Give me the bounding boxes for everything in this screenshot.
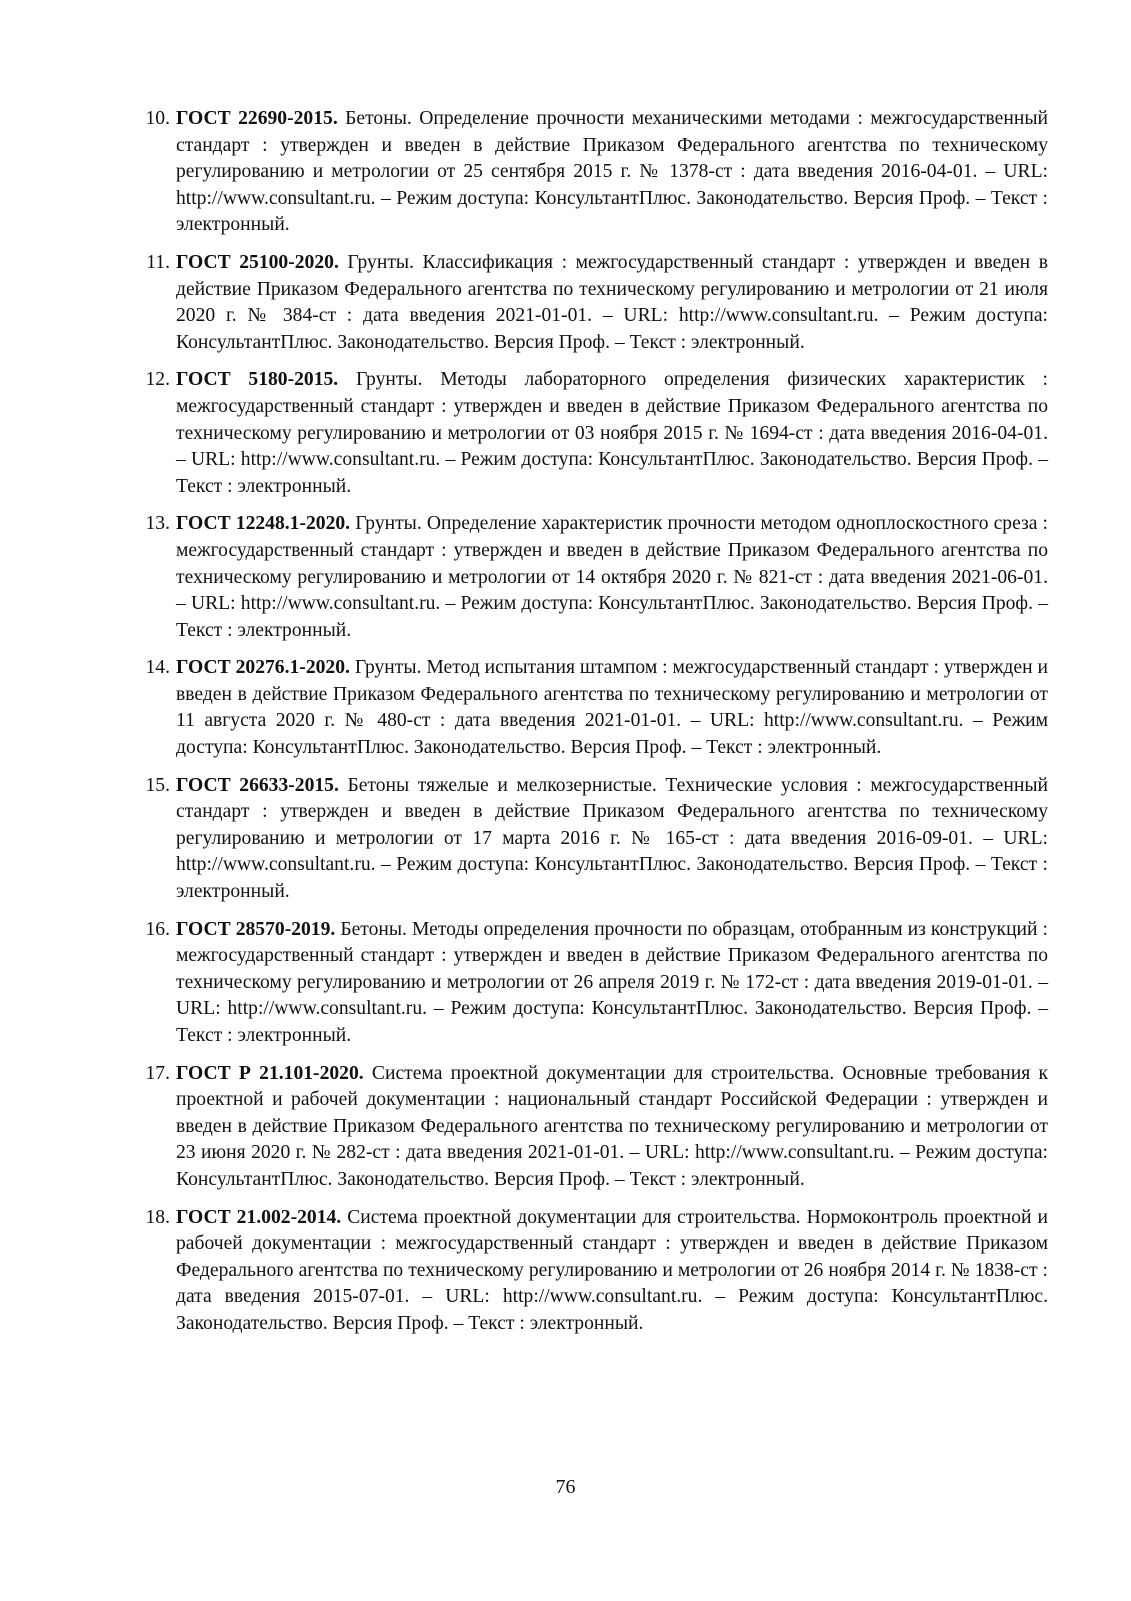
reference-title: ГОСТ 25100-2020. (176, 251, 339, 273)
reference-item (136, 250, 1048, 356)
reference-number: 16. (145, 918, 170, 940)
reference-title: ГОСТ 5180-2015. (176, 369, 339, 391)
reference-text: Бетоны тяжелые и мелкозернистые. Технические условия : межгосударственный стандарт : утвержден и введен в действие Приказом Федерального агентства по техническому регулированию и метрологии от 17 марта 2016 г. № 165-ст : дата введения 2016-09-01. – URL: http://www.consultant.ru. – Режим доступа: КонсультантПлюс. Законодательство. Версия Проф. – Текст : электронный. (176, 774, 1048, 903)
reference-title: ГОСТ 22690-2015. (176, 108, 338, 129)
reference-list (136, 106, 1048, 1349)
reference-title: ГОСТ 26633-2015. (176, 774, 339, 796)
reference-text: Грунты. Методы лабораторного определения физических характеристик : межгосударственный стандарт : утвержден и введен в действие Приказом Федерального агентства по техническому регулированию и метрологии от 03 ноября 2015 г. № 1694-ст : дата введения 2016-04-01. – URL: http://www.consultant.ru. – Режим доступа: КонсультантПлюс. Законодательство. Версия Проф. – Текст : электронный. (176, 369, 1048, 497)
reference-number: 13. (145, 513, 170, 535)
reference-number: 10. (145, 108, 170, 129)
reference-item (136, 773, 1048, 906)
reference-title: ГОСТ 12248.1-2020. (176, 513, 351, 535)
reference-text: Система проектной документации для строительства. Нормоконтроль проектной и рабочей документации : межгосударственный стандарт : утвержден и введен в действие Приказом Федерального агентства по техническому регулированию и метрологии от 26 ноября 2014 г. № 1838-ст : дата введения 2015-07-01. – URL: http://www.consultant.ru. – Режим доступа: КонсультантПлюс. Законодательство. Версия Проф. – Текст : электронный. (176, 1206, 1048, 1334)
reference-number: 15. (145, 774, 170, 796)
reference-number: 12. (145, 369, 170, 391)
reference-item (136, 106, 1048, 239)
reference-item (136, 367, 1048, 500)
reference-title: ГОСТ Р 21.101-2020. (176, 1062, 364, 1084)
reference-text: Бетоны. Методы определения прочности по образцам, отобранным из конструкций : межгосударственный стандарт : утвержден и введен в действие Приказом Федерального агентства по техническому регулированию и метрологии от 26 апреля 2019 г. № 172-ст : дата введения 2019-01-01. – URL: http://www.consultant.ru. – Режим доступа: КонсультантПлюс. Законодательство. Версия Проф. – Текст : электронный. (176, 918, 1049, 1046)
reference-text: Грунты. Метод испытания штампом : межгосударственный стандарт : утвержден и введен в действие Приказом Федерального агентства по техническому регулированию и метрологии от 11 августа 2020 г. № 480-ст : дата введения 2021-01-01. – URL: http://www.consultant.ru. – Режим доступа: КонсультантПлюс. Законодательство. Версия Проф. – Текст : электронный. (176, 657, 1049, 759)
reference-item (136, 1061, 1048, 1194)
reference-item (136, 655, 1048, 761)
reference-number: 18. (145, 1206, 170, 1228)
reference-title: ГОСТ 20276.1-2020. (176, 657, 350, 679)
reference-text: Грунты. Определение характеристик прочности методом одноплоскостного среза : межгосударственный стандарт : утвержден и введен в действие Приказом Федерального агентства по техническому регулированию и метрологии от 14 октября 2020 г. № 821-ст : дата введения 2021-06-01. – URL: http://www.consultant.ru. – Режим доступа: КонсультантПлюс. Законодательство. Версия Проф. – Текст : электронный. (176, 513, 1049, 641)
reference-item (136, 511, 1048, 644)
page-number: 76 (555, 1476, 576, 1498)
reference-text: Грунты. Классификация : межгосударственный стандарт : утвержден и введен в действие Приказом Федерального агентства по техническому регулированию и метрологии от 21 июля 2020 г. № 384-ст : дата введения 2021-01-01. – URL: http://www.consultant.ru. – Режим доступа: КонсультантПлюс. Законодательство. Версия Проф. – Текст : электронный. (176, 251, 1048, 353)
reference-number: 17. (145, 1062, 170, 1084)
reference-text: Система проектной документации для строительства. Основные требования к проектной и рабочей документации : национальный стандарт Российской Федерации : утвержден и введен в действие Приказом Федерального агентства по техническому регулированию и метрологии от 23 июня 2020 г. № 282-ст : дата введения 2021-01-01. – URL: http://www.consultant.ru. – Режим доступа: КонсультантПлюс. Законодательство. Версия Проф. – Текст : электронный. (176, 1062, 1049, 1190)
reference-item (136, 1205, 1048, 1338)
reference-number: 14. (145, 657, 170, 679)
reference-title: ГОСТ 28570-2019. (176, 918, 336, 940)
reference-title: ГОСТ 21.002-2014. (176, 1206, 342, 1228)
reference-number: 11. (146, 251, 170, 273)
reference-text: Бетоны. Определение прочности механическими методами : межгосударственный стандарт : утвержден и введен в действие Приказом Федерального агентства по техническому регулированию и метрологии от 25 сентября 2015 г. № 1378-ст : дата введения 2016-04-01. – URL: http://www.consultant.ru. – Режим доступа: КонсультантПлюс. Законодательство. Версия Проф. – Текст : электронный. (176, 108, 1048, 236)
reference-item (136, 917, 1048, 1050)
